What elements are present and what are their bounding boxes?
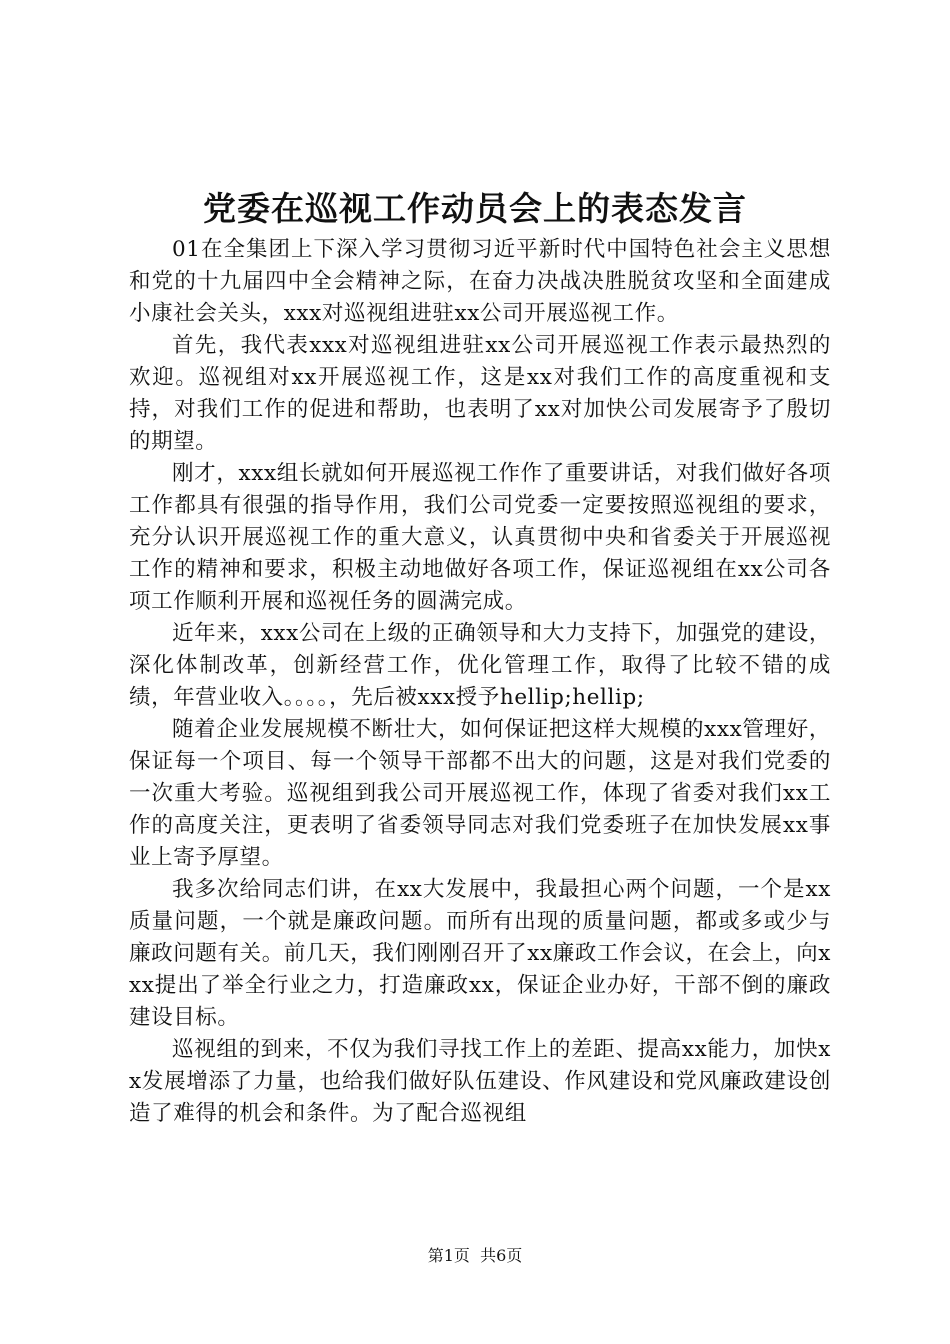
page-title: 党委在巡视工作动员会上的表态发言 — [203, 189, 747, 228]
paragraph: 近年来，xxx公司在上级的正确领导和大力支持下，加强党的建设，深化体制改革，创新经营工作，优化管理工作，取得了比较不错的成绩，年营业收入。。。。，先后被xxx授予hellip;hellip; — [129, 621, 831, 710]
document-body — [129, 234, 831, 1130]
page-total: 共6页 — [480, 1246, 523, 1265]
paragraph: 首先，我代表xxx对巡视组进驻xx公司开展巡视工作表示最热烈的欢迎。巡视组对xx开展巡视工作，这是xx对我们工作的高度重视和支持，对我们工作的促进和帮助，也表明了xx对加快公司发展寄予了殷切的期望。 — [129, 333, 831, 454]
paragraph: 刚才，xxx组长就如何开展巡视工作作了重要讲话，对我们做好各项工作都具有很强的指导作用，我们公司党委一定要按照巡视组的要求，充分认识开展巡视工作的重大意义，认真贯彻中央和省委关于开展巡视工作的精神和要求，积极主动地做好各项工作，保证巡视组在xx公司各项工作顺利开展和巡视任务的圆满完成。 — [129, 461, 831, 614]
paragraph: 巡视组的到来，不仅为我们寻找工作上的差距、提高xx能力，加快xx发展增添了力量，也给我们做好队伍建设、作风建设和党风廉政建设创造了难得的机会和条件。为了配合巡视组 — [129, 1037, 831, 1126]
paragraph: 我多次给同志们讲，在xx大发展中，我最担心两个问题，一个是xx质量问题，一个就是廉政问题。而所有出现的质量问题，都或多或少与廉政问题有关。前几天，我们刚刚召开了xx廉政工作会议，在会上，向xxx提出了举全行业之力，打造廉政xx，保证企业办好，干部不倒的廉政建设目标。 — [129, 877, 831, 1030]
page-footer — [0, 1244, 950, 1268]
paragraph: 01在全集团上下深入学习贯彻习近平新时代中国特色社会主义思想和党的十九届四中全会精神之际，在奋力决战决胜脱贫攻坚和全面建成小康社会关头，xxx对巡视组进驻xx公司开展巡视工作。 — [129, 237, 831, 326]
page-number: 第1页 — [427, 1246, 470, 1265]
paragraph: 随着企业发展规模不断壮大，如何保证把这样大规模的xxx管理好，保证每一个项目、每一个领导干部都不出大的问题，这是对我们党委的一次重大考验。巡视组到我公司开展巡视工作，体现了省委对我们xx工作的高度关注，更表明了省委领导同志对我们党委班子在加快发展xx事业上寄予厚望。 — [129, 717, 831, 870]
